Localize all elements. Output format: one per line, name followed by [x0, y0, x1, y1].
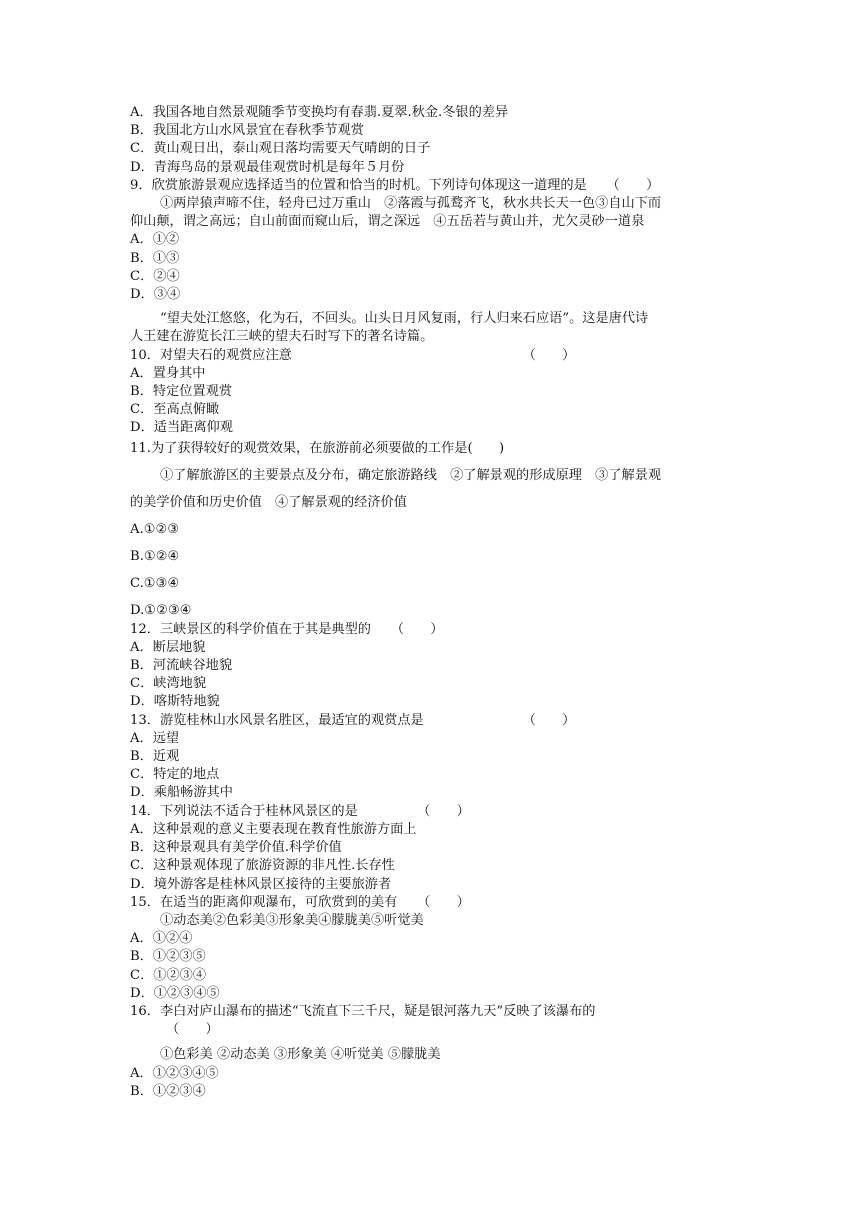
question-15-items: ①动态美②色彩美③形象美④朦胧美⑤听觉美 — [160, 912, 424, 928]
option-c-q14: C．这种景观体现了旅游资源的非凡性.长存性 — [130, 858, 395, 874]
option-b-q14: B．这种景观具有美学价值.科学价值 — [130, 840, 342, 856]
option-d-q8: D．青海鸟岛的景观最佳观赏时机是每年５月份 — [130, 159, 405, 175]
option-b-q10: B．特定位置观赏 — [130, 384, 233, 400]
option-a-q10: A．置身其中 — [130, 365, 206, 381]
question-16: 16．李白对庐山瀑布的描述“飞流直下三千尺，疑是银河落九天”反映了该瀑布的 — [130, 1003, 596, 1019]
question-9-poems-line1: ①两岸猿声啼不住，轻舟已过万重山 ②落霞与孤鹜齐飞，秋水共长天一色③自山下而 — [160, 196, 662, 212]
option-c-q9: C．②④ — [130, 268, 180, 284]
option-d-q10: D．适当距离仰观 — [130, 420, 233, 436]
option-c-q15: C．①②③④ — [130, 967, 207, 983]
question-14: 14．下列说法不适合于桂林风景区的是 （ ） — [130, 803, 470, 819]
option-d-q12: D．喀斯特地貌 — [130, 694, 220, 710]
option-a-q14: A．这种景观的意义主要表现在教育性旅游方面上 — [130, 821, 417, 837]
option-b-q15: B．①②③⑤ — [130, 949, 206, 965]
question-16-items: ①色彩美 ②动态美 ③形象美 ④听觉美 ⑤朦胧美 — [160, 1047, 441, 1063]
option-c-q11: C.①③④ — [130, 575, 180, 591]
option-a-q12: A．断层地貌 — [130, 639, 206, 655]
question-15: 15．在适当的距离仰观瀑布，可欣赏到的美有 （ ） — [130, 894, 470, 910]
option-b-q9: B．①③ — [130, 250, 180, 266]
option-c-q12: C．峡湾地貌 — [130, 676, 207, 692]
option-d-q15: D．①②③④⑤ — [130, 985, 220, 1001]
option-b-q16: B．①②③④ — [130, 1083, 206, 1099]
option-c-q10: C．至高点俯瞰 — [130, 402, 220, 418]
option-a-q15: A．①②④ — [130, 931, 193, 947]
document-page — [130, 104, 740, 1101]
question-10: 10．对望夫石的观赏应注意 （ ） — [130, 347, 576, 363]
question-11-items-line1: ①了解旅游区的主要景点及分布，确定旅游路线 ②了解景观的形成原理 ③了解景观 — [160, 467, 662, 483]
question-9-poems-line2: 仰山颠，谓之高远；自山前面而窥山后，谓之深远 ④五岳若与黄山并，尤欠灵砂一道泉 — [130, 214, 645, 230]
option-d-q9: D．③④ — [130, 287, 181, 303]
passage-line1: “望夫处江悠悠，化为石，不回头。山头日月风复雨，行人归来石应语”。这是唐代诗 — [160, 311, 649, 327]
option-d-q14: D．境外游客是桂林风景区接待的主要旅游者 — [130, 876, 392, 892]
option-b-q13: B．近观 — [130, 749, 180, 765]
option-b-q11: B.①②④ — [130, 548, 180, 564]
question-11: 11.为了获得较好的观赏效果，在旅游前必须要做的工作是( ) — [130, 440, 505, 456]
option-b-q8: B．我国北方山水风景宜在春秋季节观赏 — [130, 123, 364, 139]
passage-line2: 人王建在游览长江三峡的望夫石时写下的著名诗篇。 — [130, 329, 434, 345]
option-c-q8: C．黄山观日出，泰山观日落均需要天气晴朗的日子 — [130, 141, 431, 157]
question-9: 9．欣赏旅游景观应选择适当的位置和恰当的时机。下列诗句体现这一道理的是 （ ） — [130, 177, 660, 193]
question-16-bracket: （ ） — [166, 1022, 219, 1038]
option-d-q11: D.①②③④ — [130, 602, 192, 618]
option-b-q12: B．河流峡谷地貌 — [130, 658, 233, 674]
option-c-q13: C．特定的地点 — [130, 767, 220, 783]
option-d-q13: D．乘船畅游其中 — [130, 785, 233, 801]
option-a-q13: A．远望 — [130, 730, 180, 746]
question-12: 12．三峡景区的科学价值在于其是典型的 （ ） — [130, 621, 444, 637]
option-a-q8: A．我国各地自然景观随季节变换均有春翡.夏翠.秋金.冬银的差异 — [130, 105, 509, 120]
option-a-q11: A.①②③ — [130, 521, 180, 537]
option-a-q16: A．①②③④⑤ — [130, 1065, 219, 1081]
question-13: 13．游览桂林山水风景名胜区，最适宜的观赏点是 （ ） — [130, 712, 576, 728]
option-a-q9: A．①② — [130, 232, 180, 248]
question-11-items-line2: 的美学价值和历史价值 ④了解景观的经济价值 — [130, 494, 407, 510]
